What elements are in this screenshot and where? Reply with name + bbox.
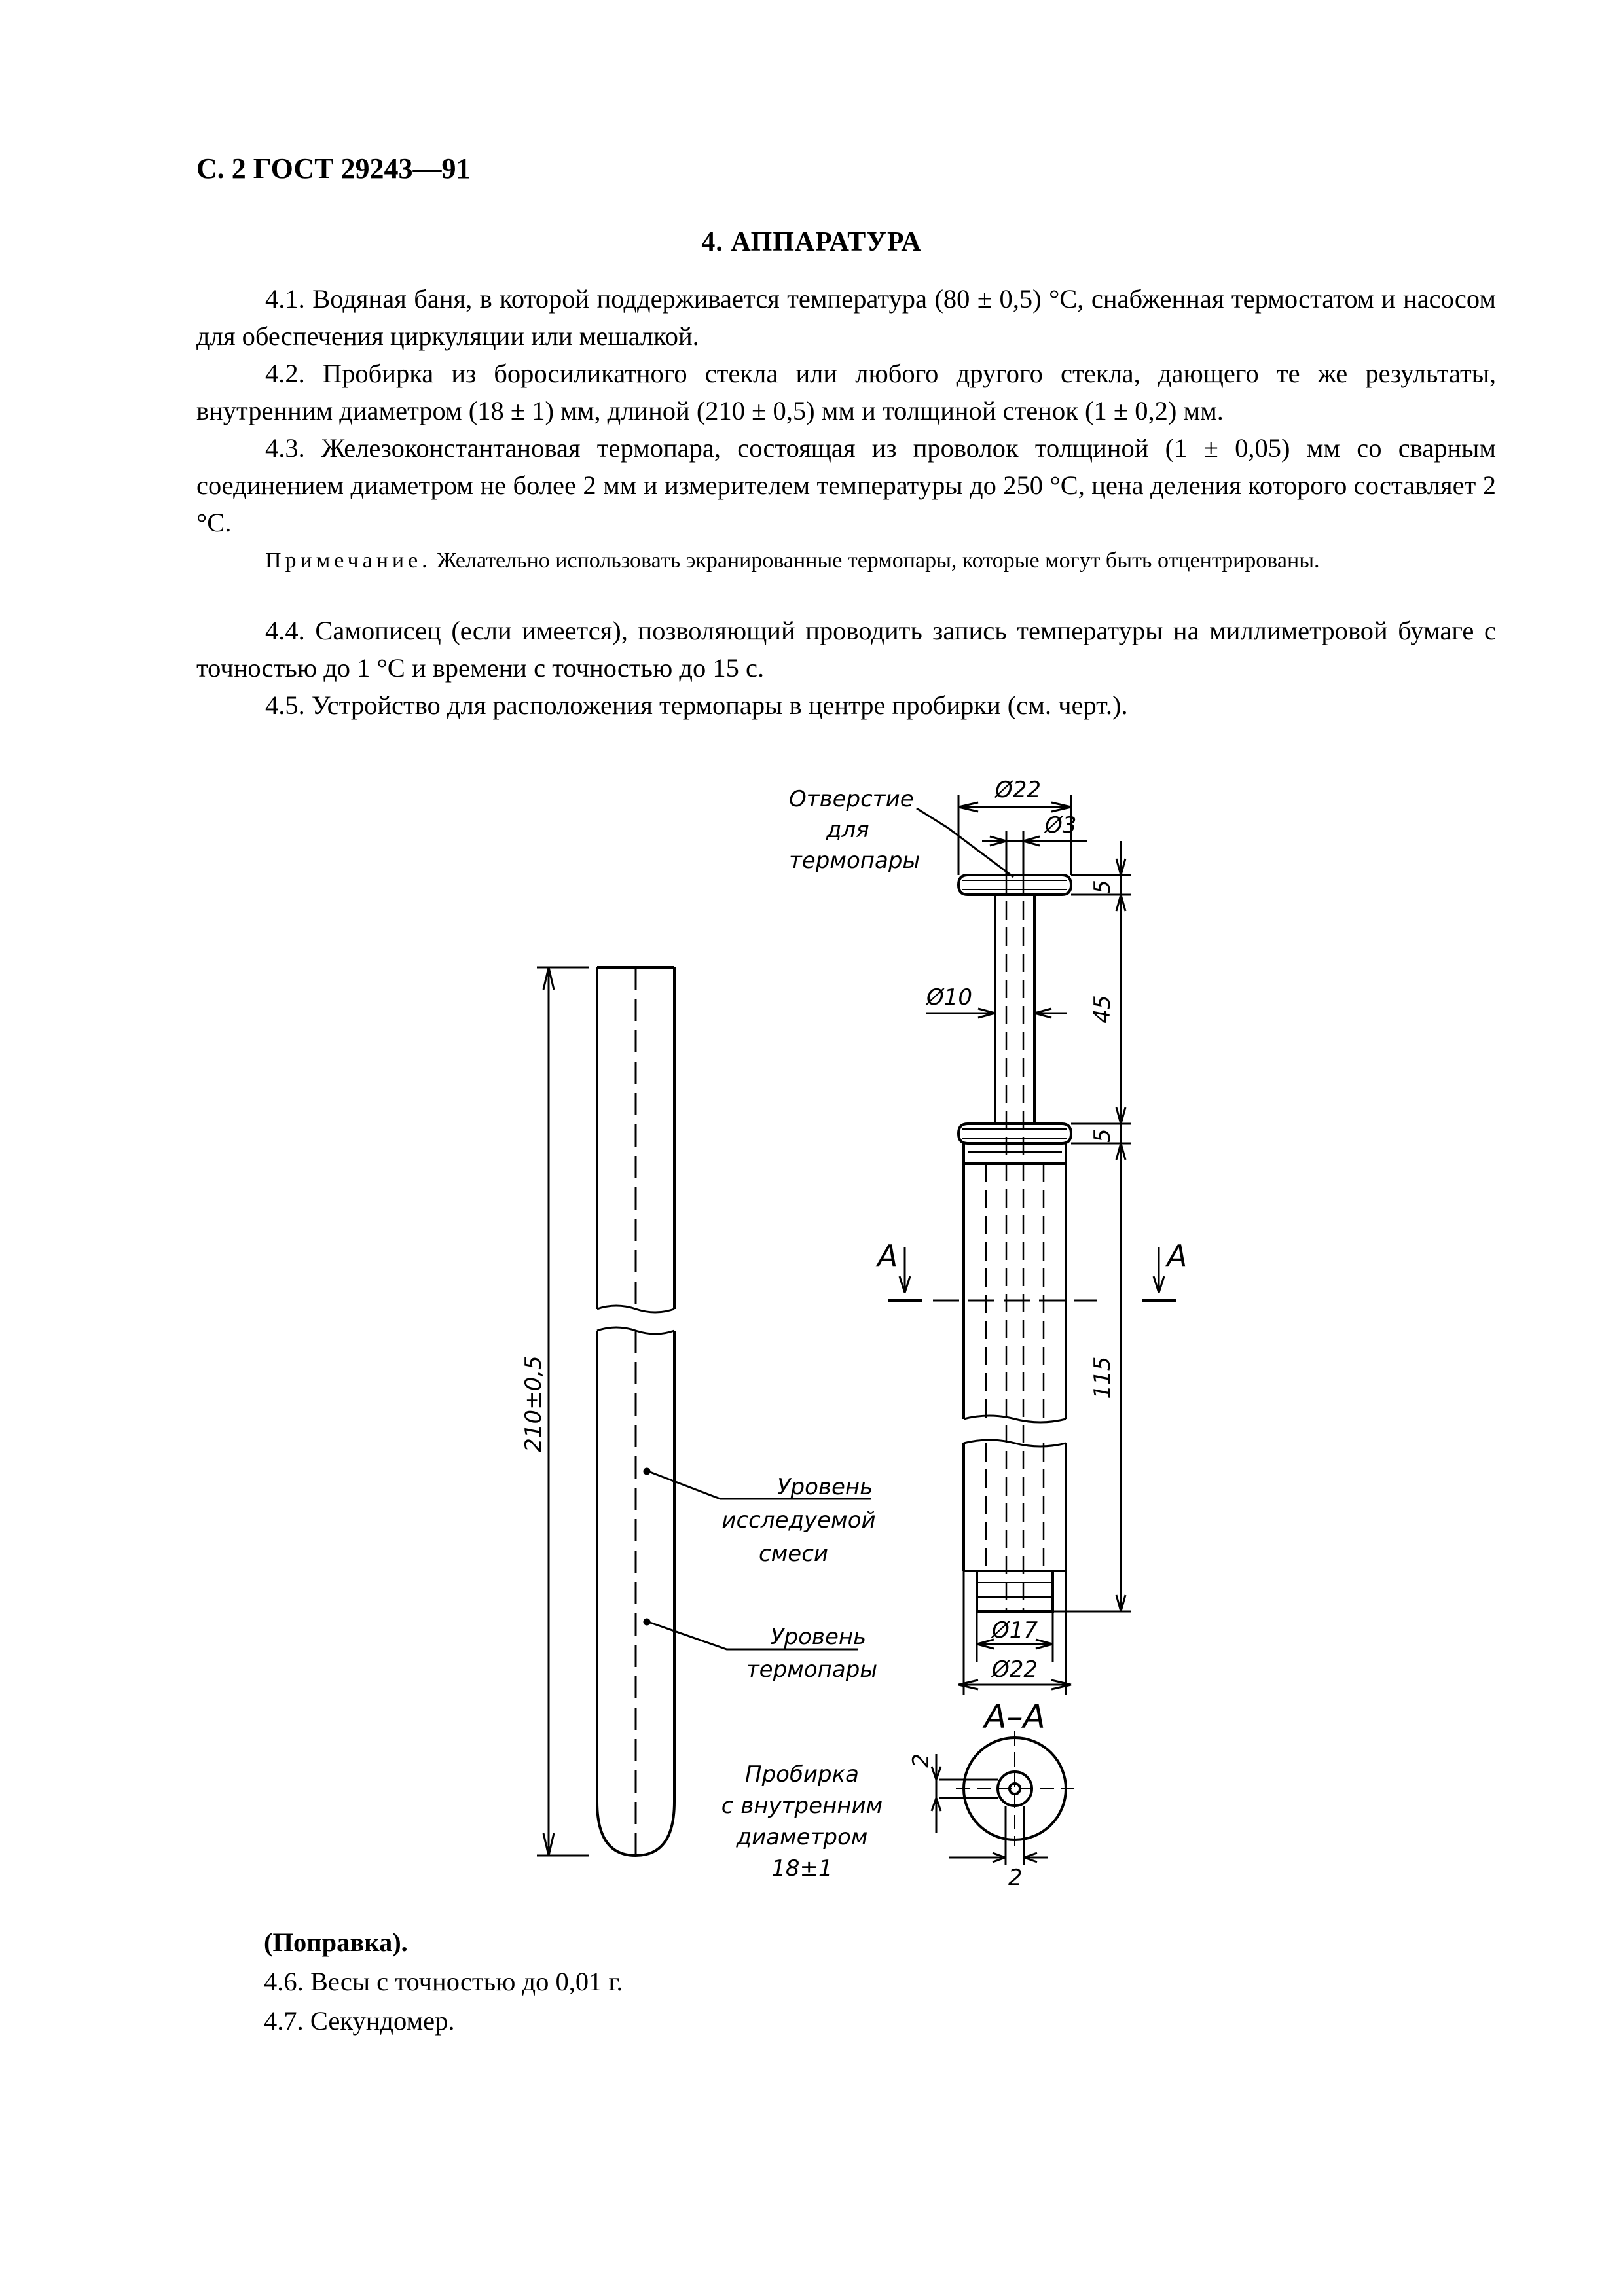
dim-d22-bottom: Ø22: [992, 1657, 1038, 1683]
paragraph-4-2: 4.2. Пробирка из боросиликатного стекла или любого другого стекла, дающего те же результаты, внутренним диаметром (18 ± 1) мм, длиной (210 ± 0,5) мм и толщиной стенок (1 ± 0,2) мм.: [196, 359, 1496, 425]
tube-length-label: 210±0,5: [520, 1355, 547, 1452]
tube-label-line3: диаметром: [736, 1824, 868, 1850]
thermocouple-level-line1: Уровень: [770, 1624, 867, 1650]
thermocouple-level-line2: термопары: [746, 1657, 878, 1683]
hole-label-line2: для: [826, 817, 869, 843]
dim-2-vertical: 2: [908, 1753, 934, 1768]
paragraph-4-4: 4.4. Самописец (если имеется), позволяющий проводить запись температуры на миллиметровой бумаге с точностью до 1 °С и времени с точностью до 15 с.: [196, 616, 1496, 683]
section-title-a-a: A–A: [984, 1698, 1046, 1736]
section-a-a: [932, 1731, 1074, 1865]
tube-label-line1: Пробирка: [745, 1761, 859, 1787]
dim-5-top: 5: [1089, 880, 1116, 894]
paragraph-4-7: 4.7. Секундомер.: [264, 2006, 455, 2036]
dim-d10: Ø10: [926, 984, 973, 1011]
footer-block: [264, 1923, 623, 2041]
tube-label-line2: с внутренним: [721, 1793, 883, 1819]
mix-level-line2: исследуемой: [721, 1507, 876, 1534]
dim-115: 115: [1089, 1356, 1116, 1399]
paragraph-4-3: 4.3. Железоконстантановая термопара, состоящая из проволок толщиной (1 ± 0,05) мм со сварным соединением диаметром не более 2 мм и измерителем температуры до 250 °С, цена деления которого составляет 2 °С.: [196, 433, 1496, 537]
page-header: С. 2 ГОСТ 29243—91: [196, 152, 471, 185]
section-title: 4. АППАРАТУРА: [701, 227, 922, 257]
hole-label-line3: термопары: [789, 848, 921, 874]
test-tube: [597, 967, 674, 1856]
hole-label-line1: Отверстие: [789, 786, 914, 812]
dim-5-mid: 5: [1089, 1128, 1116, 1143]
paragraph-4-1: 4.1. Водяная баня, в которой поддерживается температура (80 ± 0,5) °С, снабженная термостатом и насосом для обеспечения циркуляции или мешалкой.: [196, 284, 1496, 351]
dim-45: 45: [1089, 995, 1116, 1024]
device-dimensions: [888, 795, 1176, 1695]
dim-d3: Ø3: [1045, 812, 1077, 838]
dim-2-horizontal: 2: [1008, 1865, 1023, 1891]
section-mark-left: A: [877, 1238, 898, 1274]
note-label: Примечание.: [265, 548, 431, 573]
mix-level-line3: смеси: [758, 1541, 829, 1567]
paragraph-4-5: 4.5. Устройство для расположения термопары в центре пробирки (см. черт.).: [265, 691, 1128, 720]
note-text: Желательно использовать экранированные термопары, которые могут быть отцентрированы.: [437, 548, 1320, 573]
paragraph-4-6: 4.6. Весы с точностью до 0,01 г.: [264, 1967, 623, 1996]
tube-label-line4: 18±1: [771, 1856, 833, 1882]
dim-d17: Ø17: [992, 1617, 1038, 1643]
correction-note: (Поправка).: [264, 1928, 408, 1957]
section-mark-right: A: [1167, 1238, 1188, 1274]
mix-level-line1: Уровень: [776, 1474, 873, 1500]
dim-d22-top: Ø22: [995, 777, 1042, 803]
